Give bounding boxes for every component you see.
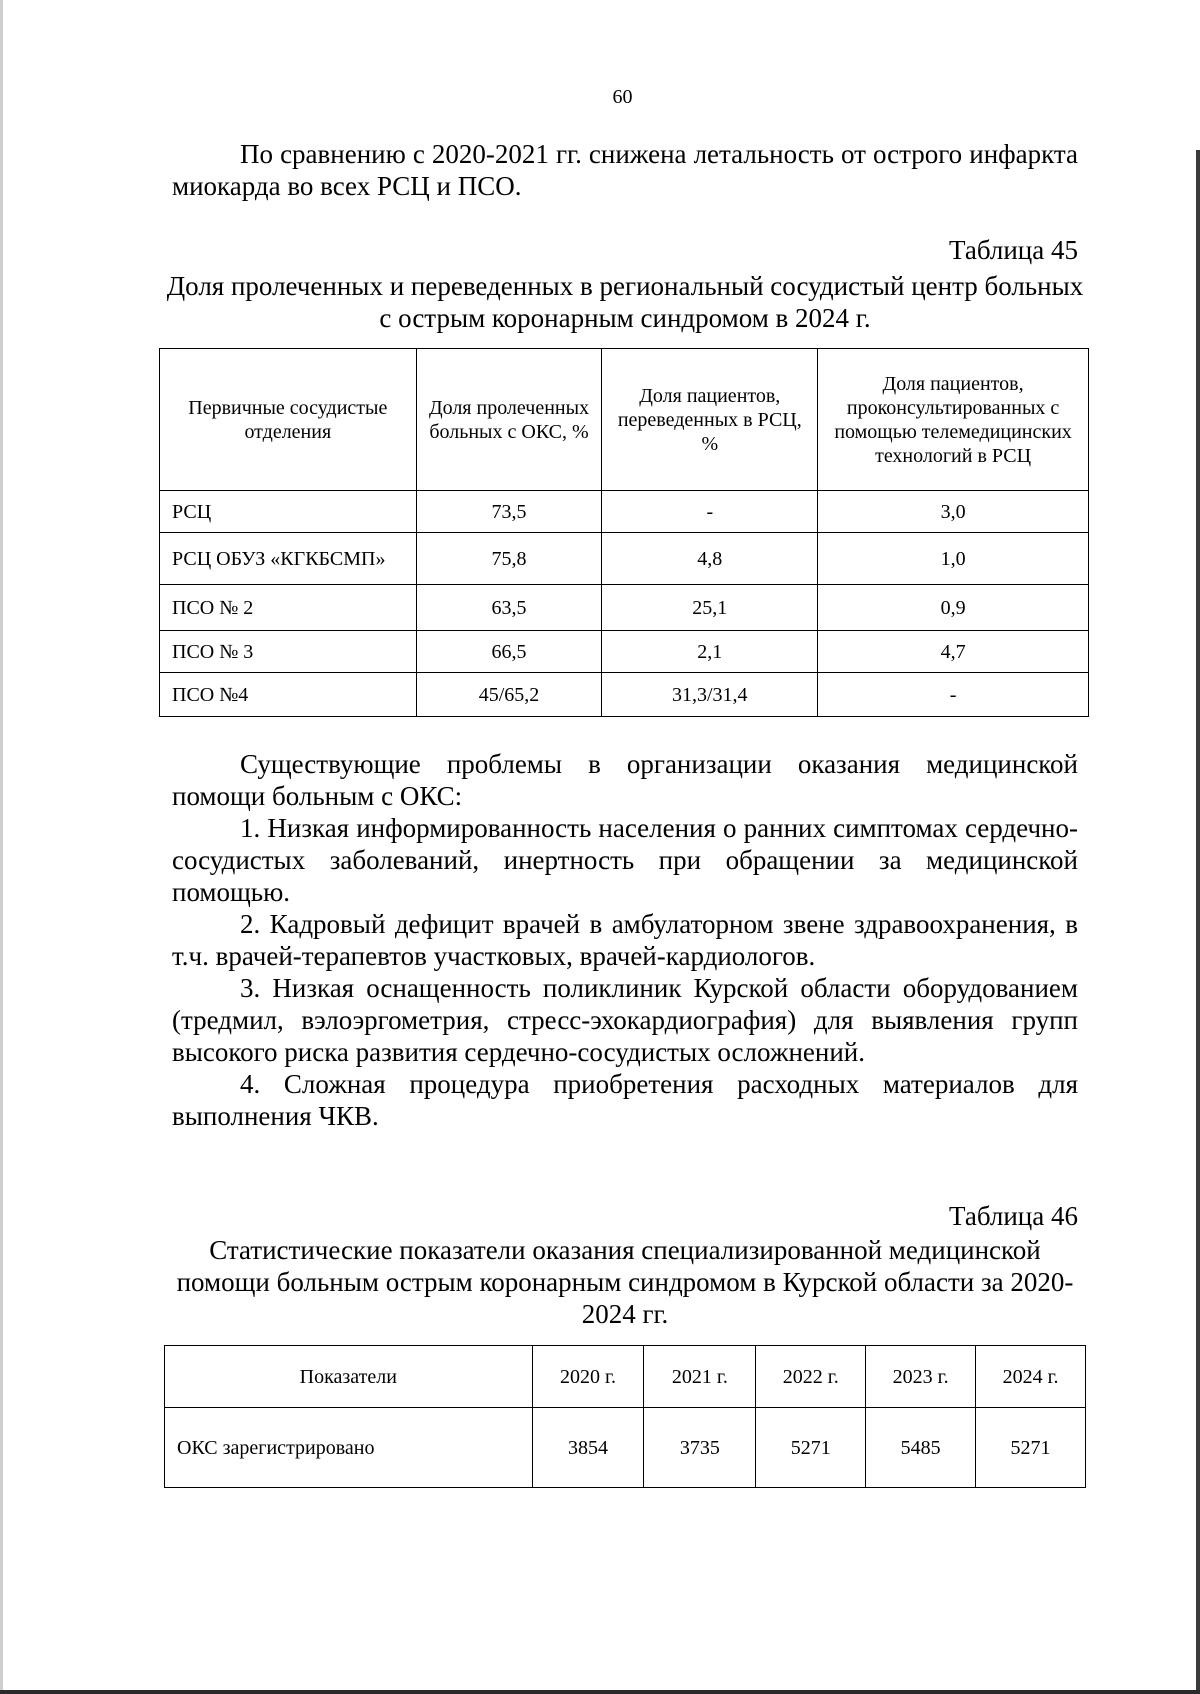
table46 (164, 1345, 1086, 1488)
problems-section (172, 748, 1078, 1132)
table46-cell-value: 3854 (532, 1408, 644, 1488)
table45-header-row (160, 349, 1089, 491)
table45-header-department: Первичные сосудистые отделения (160, 349, 417, 491)
scan-edge-right (1196, 150, 1200, 1694)
table45-cell-transferred: 4,8 (602, 533, 818, 585)
page-number: 60 (612, 86, 633, 108)
problem-item: 3. Низкая оснащенность поликлиник Курской области оборудованием (тредмил, вэлоэргометрия, стресс-эхокардиография) для выявления групп высокого риска развития сердечно-сосудистых осложнений. (172, 973, 1078, 1067)
table45-cell-name: ПСО № 2 (160, 585, 417, 631)
table45-cell-treated: 63,5 (416, 585, 602, 631)
table46-header-year: 2022 г. (756, 1346, 866, 1408)
scan-edge-left (0, 0, 3, 1694)
table45-title: Доля пролеченных и переведенных в региональный сосудистый центр больных с острым коронарным синдромом в 2024 г. (166, 271, 1084, 333)
table46-cell-value: 5271 (976, 1408, 1086, 1488)
table46-cell-value: 5271 (756, 1408, 866, 1488)
table46-title: Статистические показатели оказания специализированной медицинской помощи больным острым коронарным синдромом в Курской области за 2020-2024 гг. (176, 1235, 1074, 1329)
table45-cell-treated: 75,8 (416, 533, 602, 585)
table46-header-year: 2023 г. (866, 1346, 976, 1408)
table45-cell-name: ПСО № 3 (160, 631, 417, 673)
table45-row (160, 631, 1089, 673)
table45-cell-consulted: 0,9 (818, 585, 1089, 631)
table45-cell-treated: 45/65,2 (416, 673, 602, 717)
table45-cell-transferred: - (602, 491, 818, 533)
table45-label: Таблица 45 (949, 235, 1078, 265)
scan-edge-bottom (0, 1690, 1200, 1694)
table45-header-consulted: Доля пациентов, проконсультированных с помощью телемедицинских технологий в РСЦ (818, 349, 1089, 491)
problems-intro: Существующие проблемы в организации оказания медицинской помощи больным с ОКС: (172, 749, 1078, 811)
table45-cell-consulted: 3,0 (818, 491, 1089, 533)
intro-paragraph: По сравнению с 2020-2021 гг. снижена летальность от острого инфаркта миокарда во всех РСЦ и ПСО. (172, 139, 1078, 201)
table45-cell-name: ПСО №4 (160, 673, 417, 717)
table45-cell-transferred: 25,1 (602, 585, 818, 631)
table46-cell-value: 5485 (866, 1408, 976, 1488)
table45-cell-consulted: - (818, 673, 1089, 717)
table45-row (160, 585, 1089, 631)
table45-cell-name: РСЦ (160, 491, 417, 533)
table45-cell-transferred: 31,3/31,4 (602, 673, 818, 717)
table46-label: Таблица 46 (949, 1201, 1078, 1231)
problem-item: 2. Кадровый дефицит врачей в амбулаторном звене здравоохранения, в т.ч. врачей-терапевтов участковых, врачей-кардиологов. (172, 909, 1078, 971)
table45-header-transferred: Доля пациентов, переведенных в РСЦ, % (602, 349, 818, 491)
intro-section (172, 138, 1078, 202)
table46-header-year: 2020 г. (532, 1346, 644, 1408)
table45-cell-transferred: 2,1 (602, 631, 818, 673)
table46-header-indicator: Показатели (165, 1346, 533, 1408)
table45-cell-consulted: 1,0 (818, 533, 1089, 585)
table46-row (165, 1408, 1086, 1488)
table46-cell-name: ОКС зарегистрировано (165, 1408, 533, 1488)
problem-item: 1. Низкая информированность населения о ранних симптомах сердечно-сосудистых заболеваний, инертность при обращении за медицинской помощью. (172, 813, 1078, 907)
table45 (159, 348, 1089, 717)
table45-cell-treated: 73,5 (416, 491, 602, 533)
table46-header-year: 2021 г. (644, 1346, 756, 1408)
table45-cell-consulted: 4,7 (818, 631, 1089, 673)
table46-header-row (165, 1346, 1086, 1408)
table45-row (160, 533, 1089, 585)
table45-row (160, 673, 1089, 717)
table45-cell-treated: 66,5 (416, 631, 602, 673)
table45-row (160, 491, 1089, 533)
problem-item: 4. Сложная процедура приобретения расходных материалов для выполнения ЧКВ. (172, 1069, 1078, 1131)
table45-cell-name: РСЦ ОБУЗ «КГКБСМП» (160, 533, 417, 585)
table46-header-year: 2024 г. (976, 1346, 1086, 1408)
table46-cell-value: 3735 (644, 1408, 756, 1488)
table45-header-treated: Доля пролеченных больных с ОКС, % (416, 349, 602, 491)
